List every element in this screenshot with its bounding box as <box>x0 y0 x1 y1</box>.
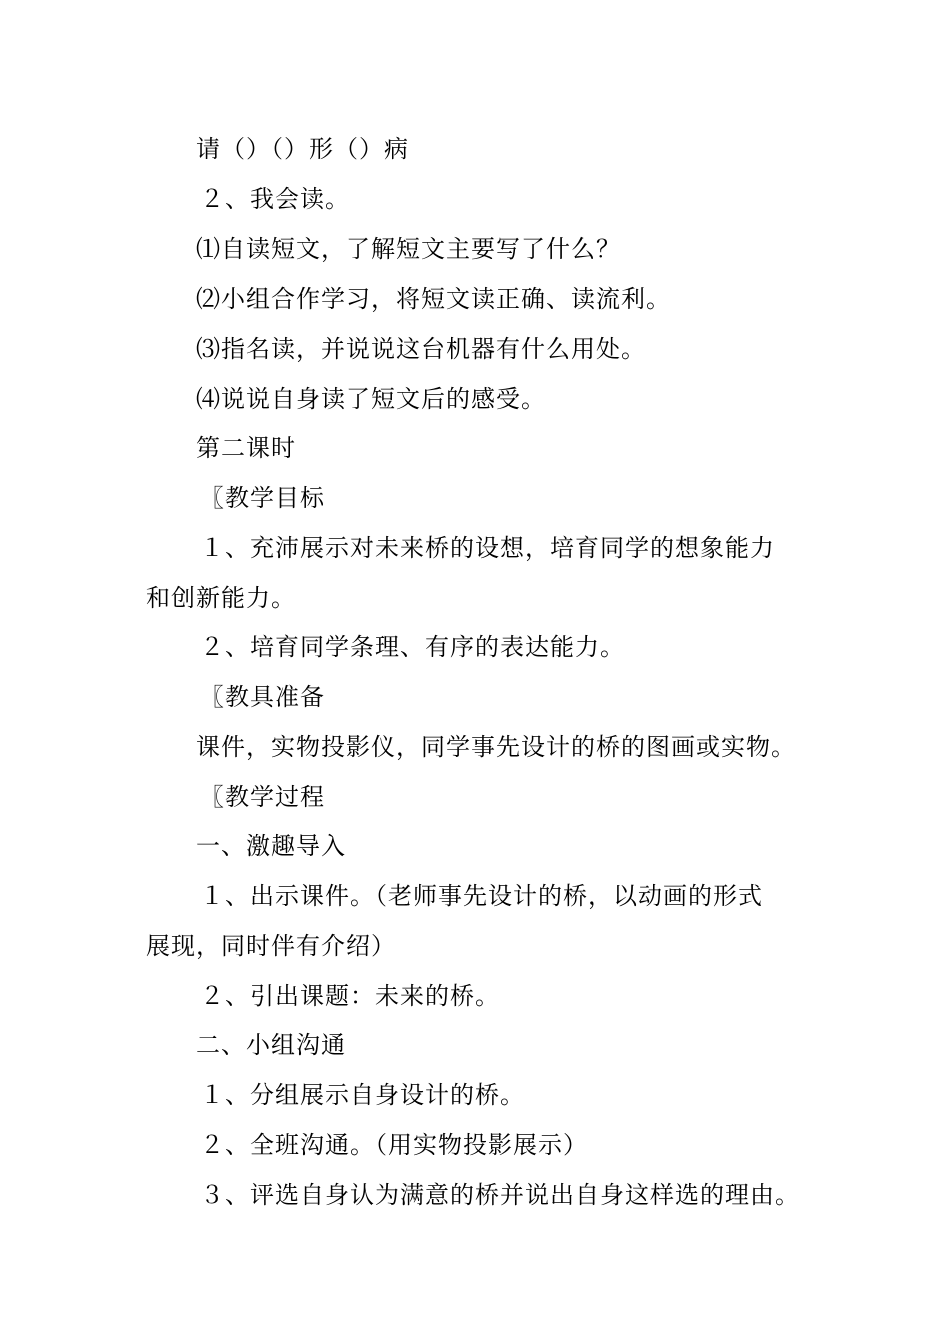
text-line-part-2-item-3: ３、评选自身认为满意的桥并说出自身这样选的理由。 <box>200 1181 800 1209</box>
text-line-part-2-item-2: ２、全班沟通。（用实物投影展示） <box>200 1131 588 1159</box>
text-line-step-4: ⑷说说自身读了短文后的感受。 <box>196 385 546 413</box>
text-line-part-1-item-2: ２、引出课题：未来的桥。 <box>200 982 500 1010</box>
text-line-goal-1: １、充沛展示对未来桥的设想，培育同学的想象能力 <box>200 534 775 562</box>
heading-teaching-process: 〖教学过程 <box>200 783 325 811</box>
heading-teaching-aids: 〖教具准备 <box>200 683 325 711</box>
text-line-blanks: 请（）（）形（）病 <box>196 135 409 163</box>
text-line-part-1-item-1: １、出示课件。（老师事先设计的桥，以动画的形式 <box>200 882 763 910</box>
text-line-goal-1-cont: 和创新能力。 <box>146 584 296 612</box>
text-line-goal-2: ２、培育同学条理、有序的表达能力。 <box>200 633 625 661</box>
text-line-item-2: ２、我会读。 <box>200 185 350 213</box>
text-line-step-3: ⑶指名读，并说说这台机器有什么用处。 <box>196 335 646 363</box>
text-line-part-2: 二、小组沟通 <box>196 1031 346 1059</box>
text-line-part-1-item-1-cont: 展现，同时伴有介绍） <box>146 932 396 960</box>
text-line-step-1: ⑴自读短文，了解短文主要写了什么？ <box>196 235 621 263</box>
text-line-aids: 课件，实物投影仪，同学事先设计的桥的图画或实物。 <box>196 733 796 761</box>
heading-teaching-goals: 〖教学目标 <box>200 484 325 512</box>
text-line-step-2: ⑵小组合作学习，将短文读正确、读流利。 <box>196 285 671 313</box>
text-line-part-2-item-1: １、分组展示自身设计的桥。 <box>200 1081 525 1109</box>
text-line-part-1: 一、激趣导入 <box>196 832 346 860</box>
section-heading-second-lesson: 第二课时 <box>196 434 296 462</box>
